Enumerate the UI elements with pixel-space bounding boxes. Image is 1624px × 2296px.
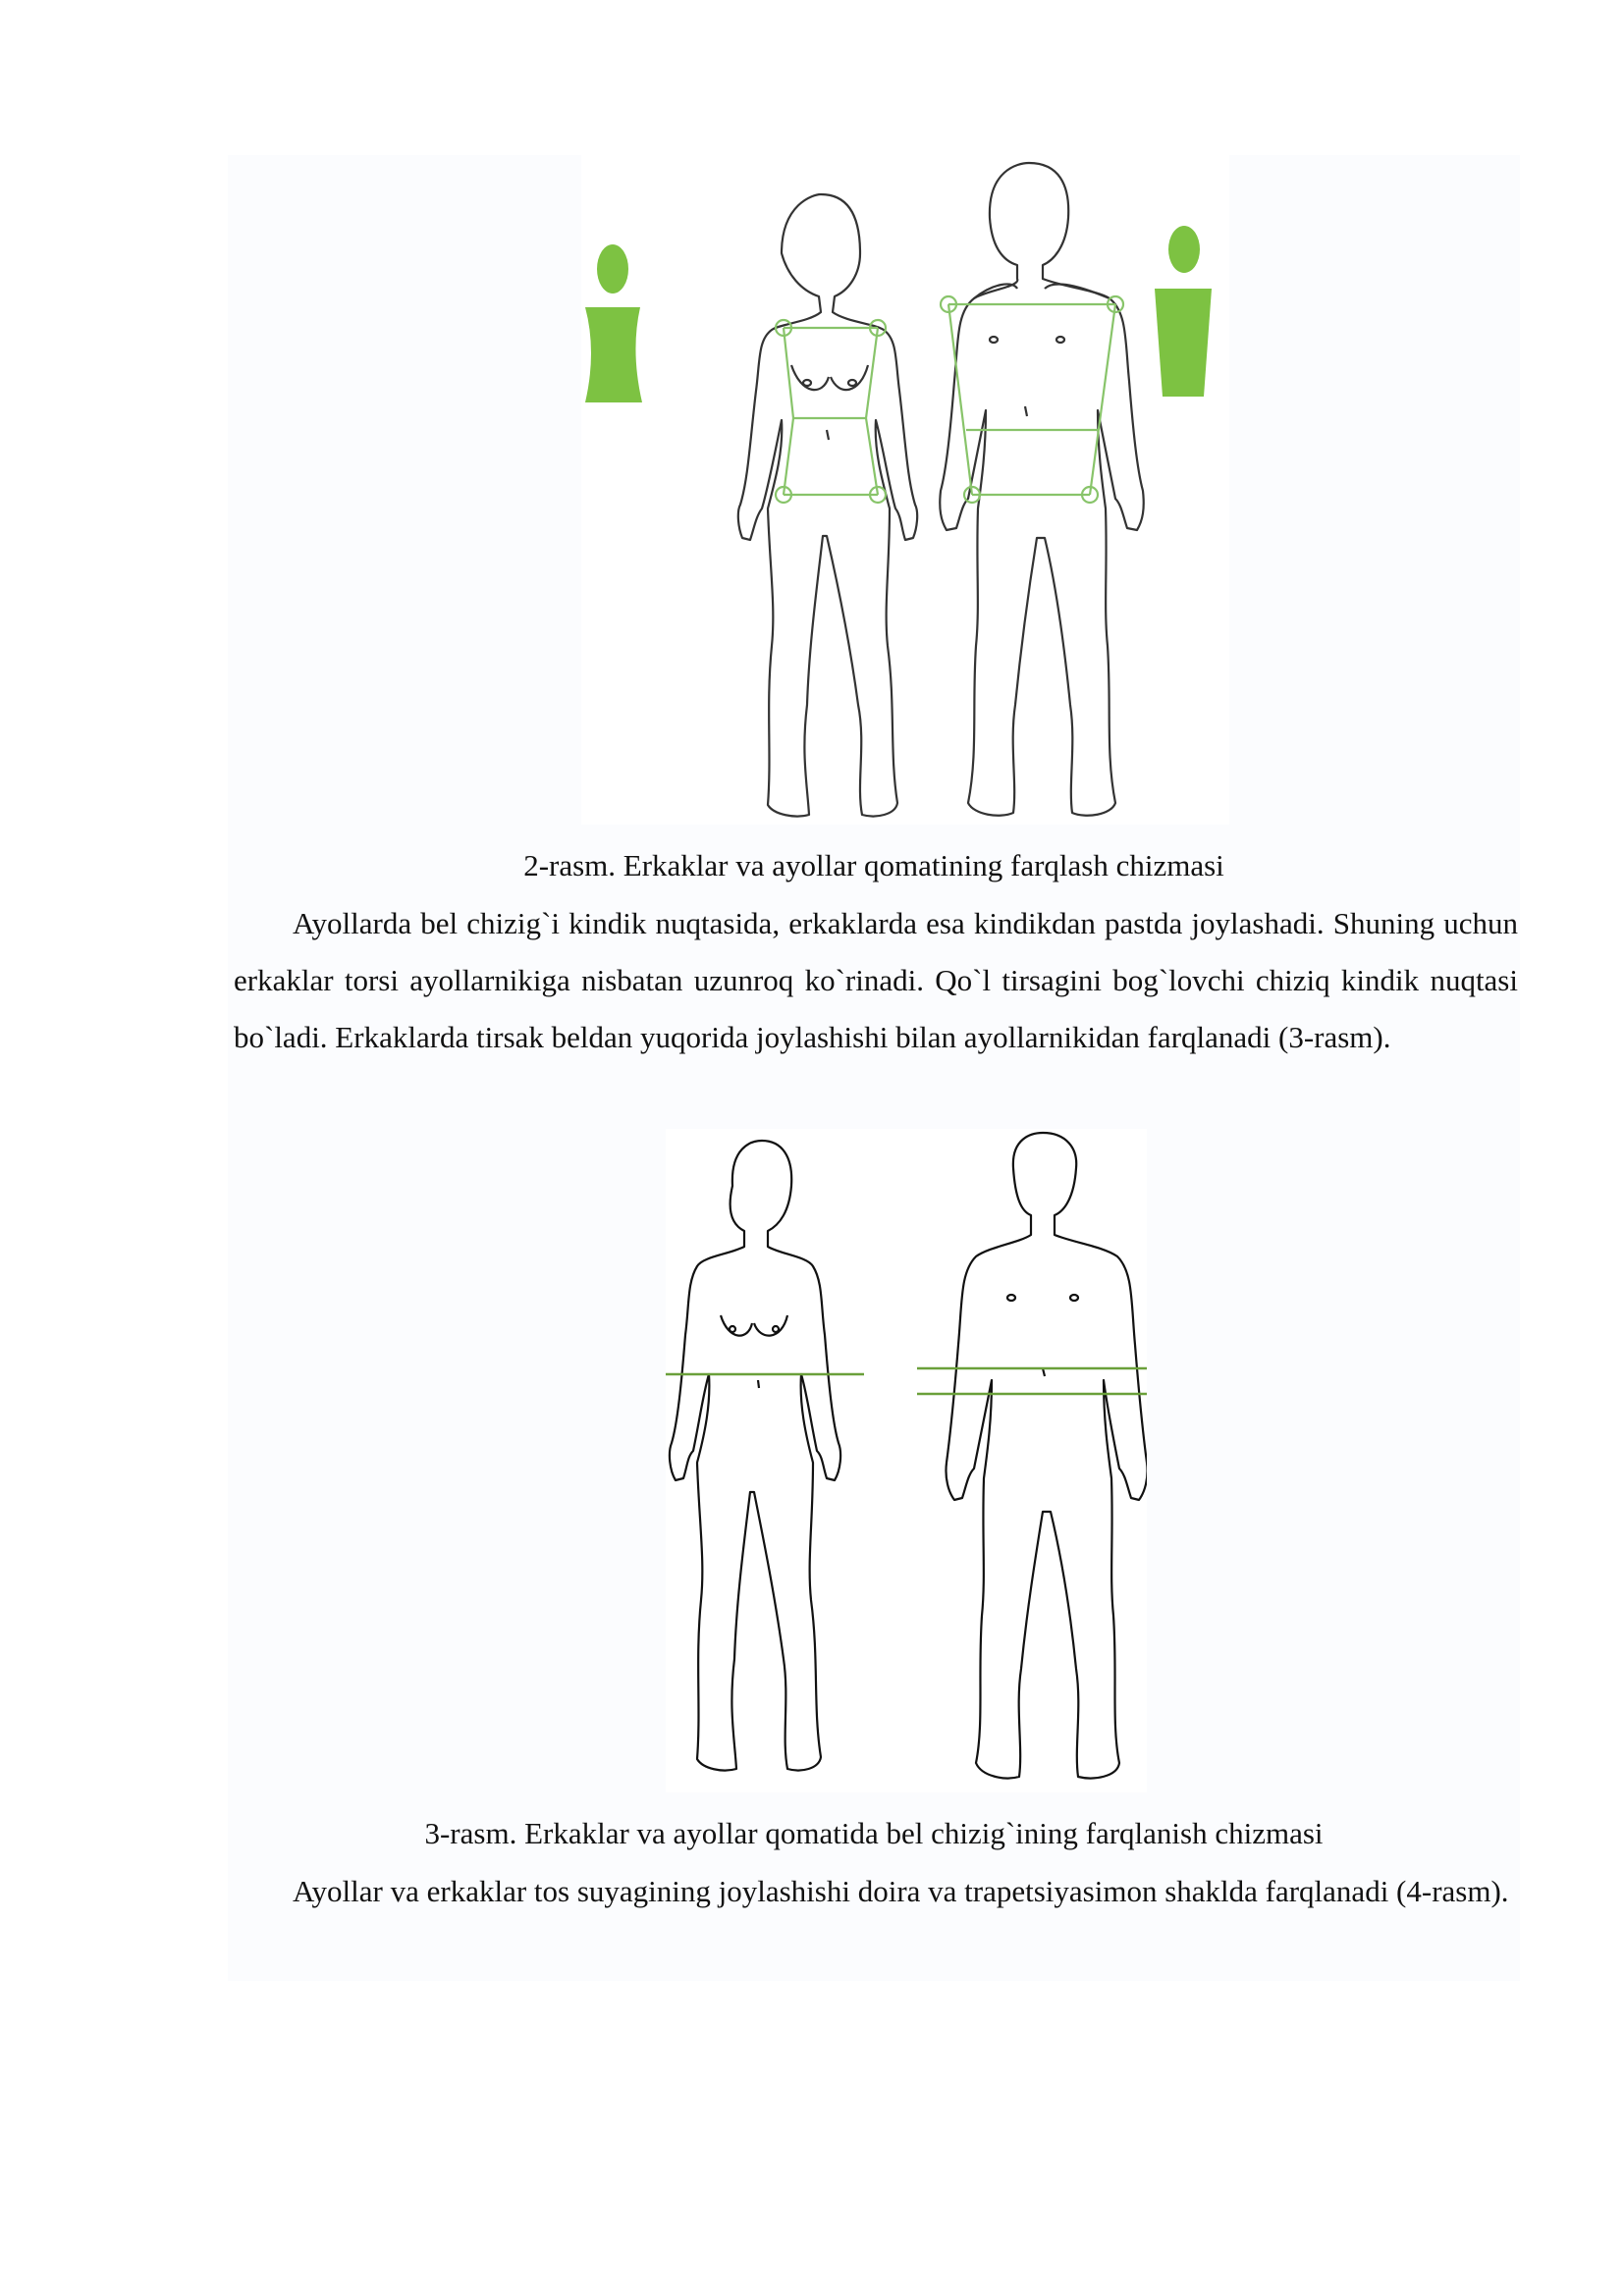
figure-2-caption: 2-rasm. Erkaklar va ayollar qomatining farqlash chizmasi [523, 848, 1224, 882]
paragraph-waistline-description: Ayollarda bel chizig`i kindik nuqtasida, erkaklarda esa kindikdan pastda joylashadi. Shuning uchun erkaklar torsi ayollarnikiga nisbatan uzunroq ko`rinadi. Qo`l tirsagini bog`lovchi chiziq kindik nuqtasi bo`ladi. Erkaklarda tirsak beldan yuqorida joylashishi bilan ayollarnikidan farqlanadi (3-rasm). [234, 906, 1518, 1054]
female-silhouette-icon [585, 244, 642, 402]
female-figure-outline [738, 194, 917, 817]
male-proportion-lines [941, 296, 1123, 503]
figure-3-caption: 3-rasm. Erkaklar va ayollar qomatida bel chizig`ining farqlanish chizmasi [424, 1816, 1324, 1850]
waistline-markers [666, 1368, 1147, 1394]
male-silhouette-icon [1155, 226, 1212, 397]
female-proportion-lines [776, 320, 886, 503]
figure-3-waistline-comparison [666, 1129, 1147, 1792]
figure-2-body-comparison [581, 155, 1229, 825]
male-figure-outline [946, 1133, 1147, 1778]
female-figure-outline [670, 1141, 840, 1771]
paragraph-pelvis-description: Ayollar va erkaklar tos suyagining joylashishi doira va trapetsiyasimon shaklda farqlanadi (4-rasm). [293, 1874, 1509, 1908]
